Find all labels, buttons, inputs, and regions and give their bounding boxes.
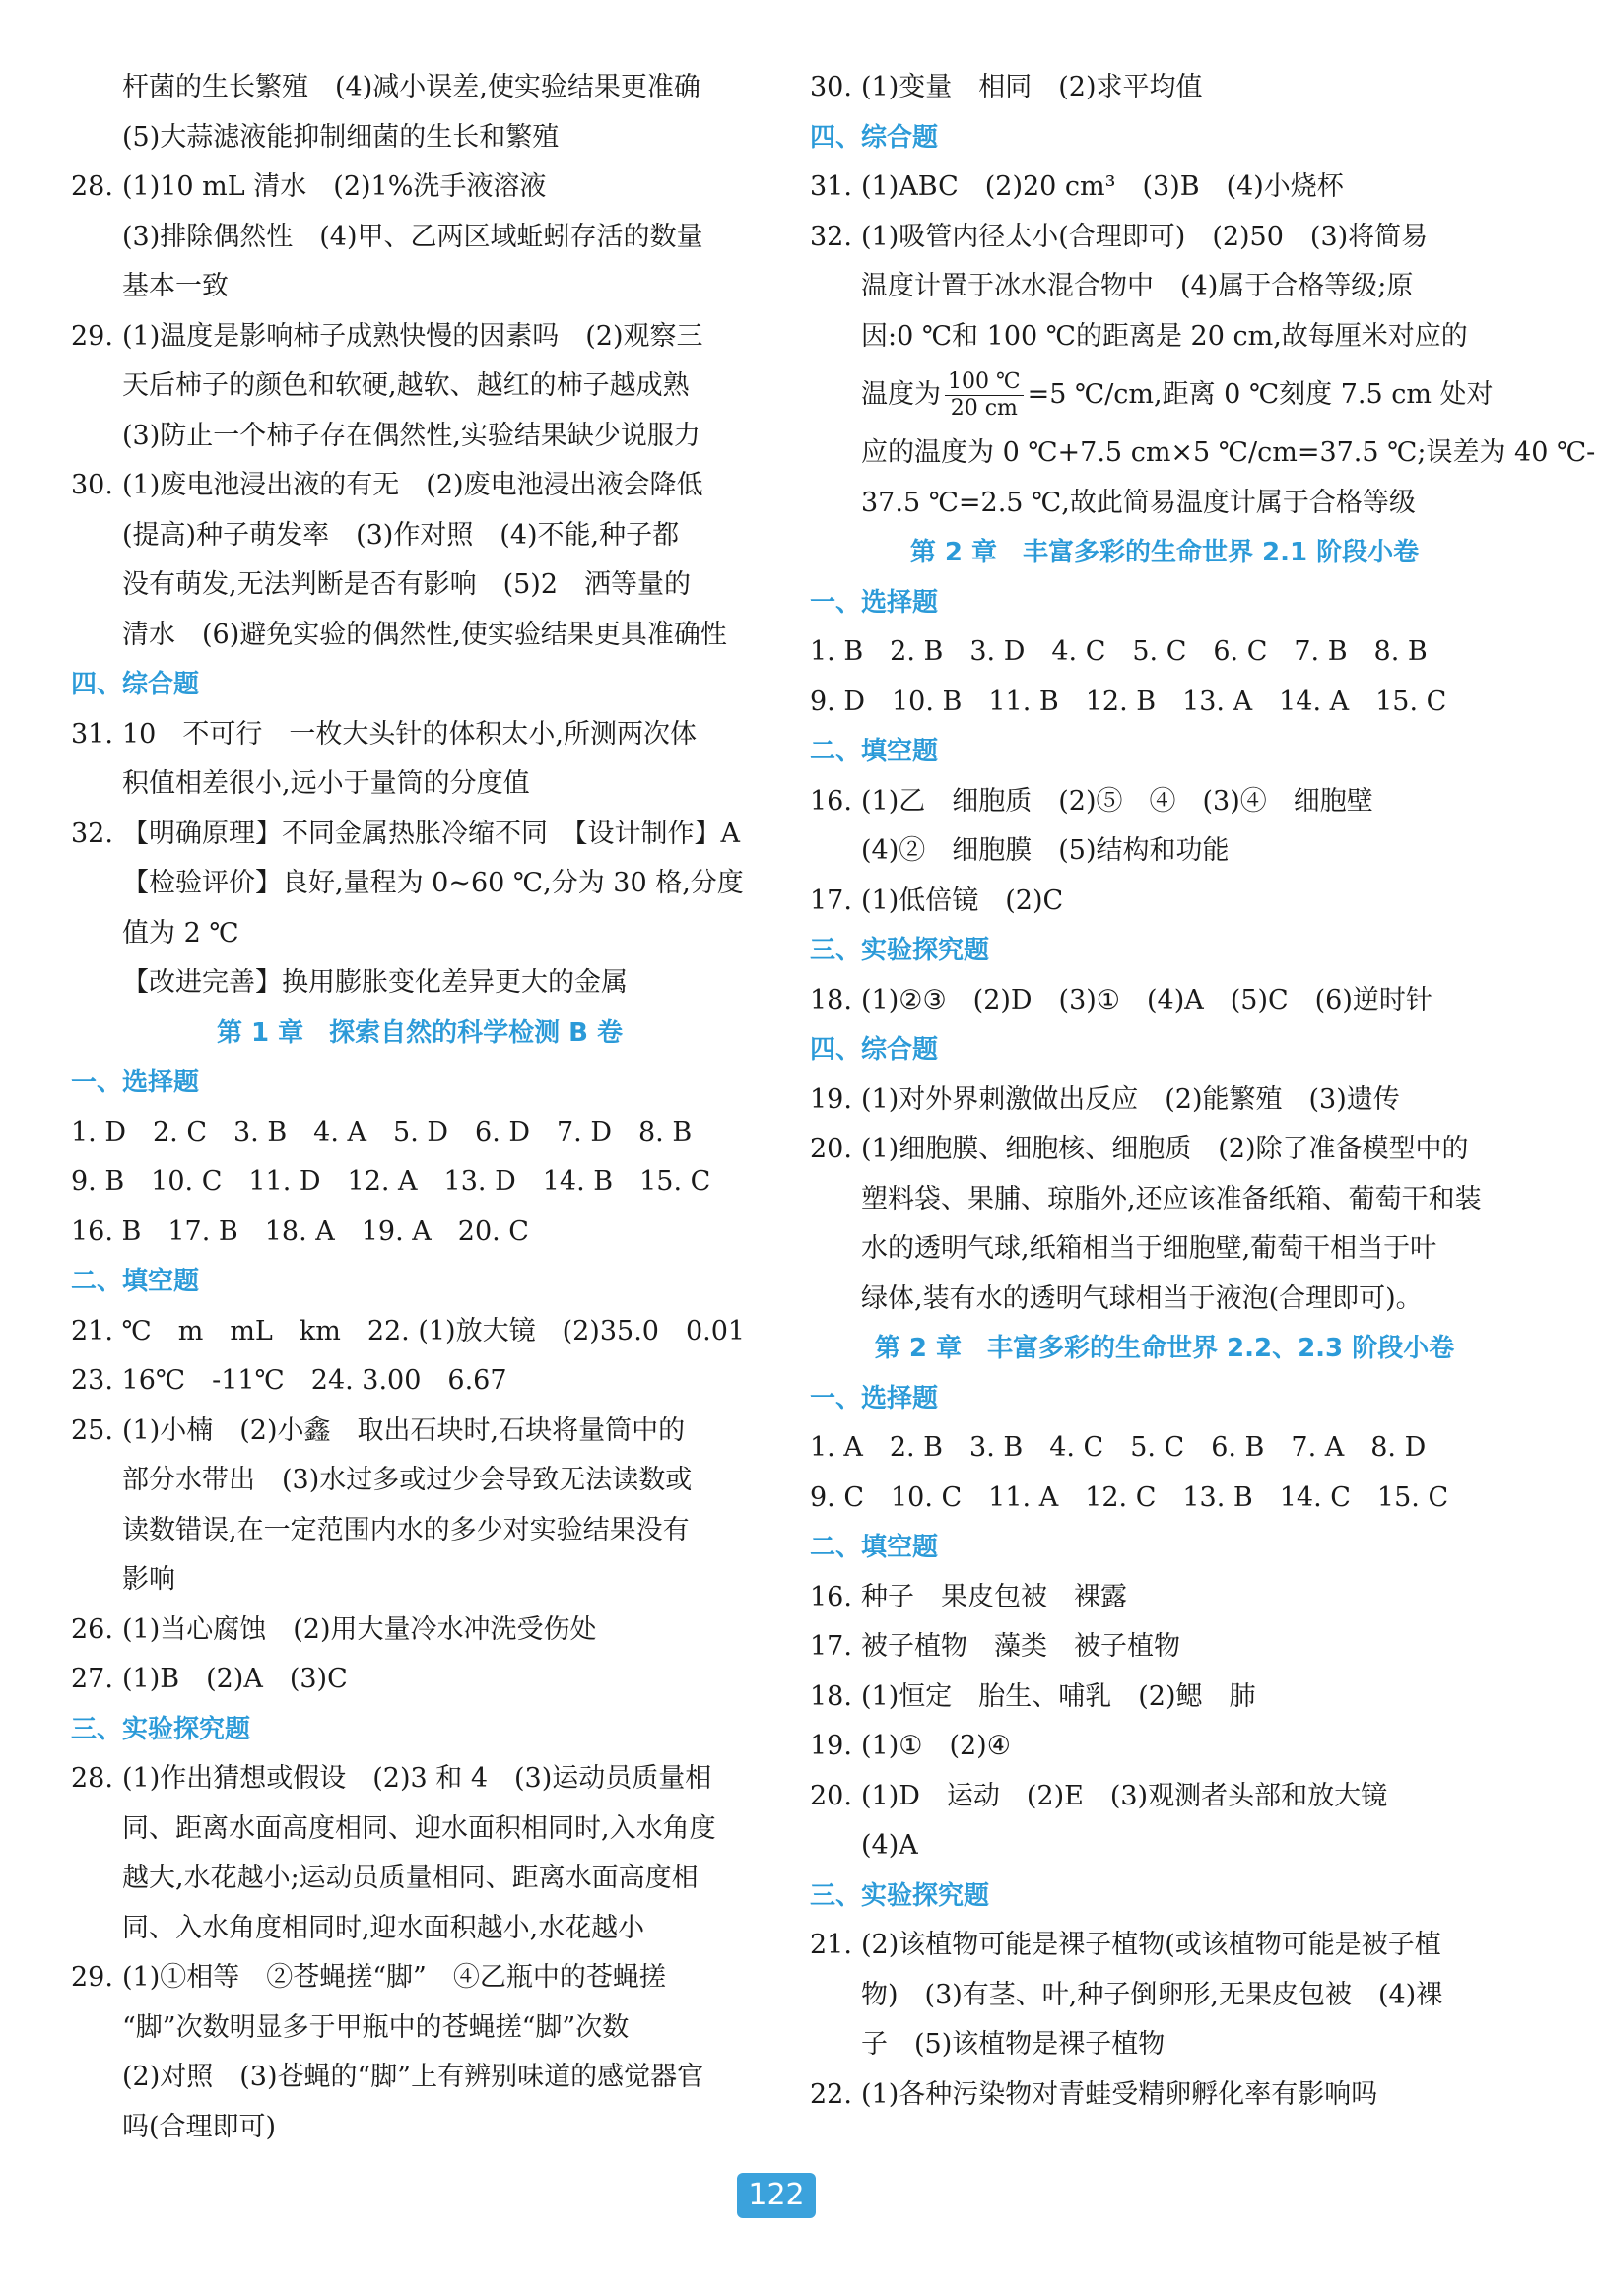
section-heading: 一、选择题	[810, 1383, 939, 1413]
answer-continuation: 绿体,装有水的透明气球相当于液泡(合理即可)。	[861, 1282, 1423, 1314]
question-number: 32.	[810, 221, 852, 252]
answer-continuation: 同、距离水面高度相同、迎水面积相同时,入水角度	[122, 1812, 716, 1844]
left-column	[71, 63, 768, 2152]
answer-text: (1)D 运动 (2)E (3)观测者头部和放大镜	[861, 1780, 1388, 1811]
answer-row: 1. A 2. B 3. B 4. C 5. C 6. B 7. A 8. D	[810, 1432, 1427, 1463]
answer-row: 21. ℃ m mL km 22. (1)放大镜 (2)35.0 0.01	[71, 1315, 746, 1346]
answer-continuation: 积值相差很小,远小于量筒的分度值	[122, 768, 530, 799]
section-heading: 二、填空题	[810, 737, 939, 766]
right-column	[810, 63, 1596, 2120]
answer-continuation: 【检验评价】良好,量程为 0~60 ℃,分为 30 格,分度	[122, 868, 744, 898]
answer-text: (1)低倍镜 (2)C	[861, 885, 1064, 916]
section-heading: 二、填空题	[810, 1533, 939, 1562]
answer-text: (1)①相等 ②苍蝇搓“脚” ④乙瓶中的苍蝇搓	[122, 1962, 666, 1993]
answer-text: (1)小楠 (2)小鑫 取出石块时,石块将量筒中的	[122, 1414, 686, 1446]
answer-continuation: 吗(合理即可)	[122, 2111, 277, 2142]
answer-item	[71, 810, 768, 860]
answer-continuation: (3)防止一个柿子存在偶然性,实验结果缺少说服力	[122, 420, 700, 451]
chapter-title: 第 2 章 丰富多彩的生命世界 2.2、2.3 阶段小卷	[874, 1334, 1455, 1363]
answer-item	[71, 1407, 768, 1457]
answer-item	[810, 2070, 1519, 2121]
answer-row: 23. 16℃ -11℃ 24. 3.00 6.67	[71, 1365, 507, 1396]
answer-item	[810, 1573, 1519, 1623]
answer-continuation: 越大,水花越小;运动员质量相同、距离水面高度相	[122, 1863, 699, 1893]
answer-text: (1)②③ (2)D (3)① (4)A (5)C (6)逆时针	[861, 984, 1432, 1016]
answer-continuation: 清水 (6)避免实验的偶然性,使实验结果更具准确性	[122, 619, 727, 650]
answer-item	[71, 710, 768, 760]
answer-item	[71, 1754, 768, 1804]
question-number: 20.	[810, 1780, 852, 1811]
text-after-fraction: =5 ℃/cm,距离 0 ℃刻度 7.5 cm 处对	[1027, 379, 1494, 410]
question-number: 27.	[71, 1664, 113, 1694]
answer-continuation: 因:0 ℃和 100 ℃的距离是 20 cm,故每厘米对应的	[861, 320, 1468, 352]
answer-text: 10 不可行 一枚大头针的体积太小,所测两次体	[122, 718, 697, 750]
answer-text: (1)恒定 胎生、哺乳 (2)鳃 肺	[861, 1680, 1256, 1712]
answer-item	[810, 777, 1519, 827]
answer-text: (1)ABC (2)20 cm³ (3)B (4)小烧杯	[861, 171, 1344, 202]
answer-continuation: 同、入水角度相同时,迎水面积越小,水花越小	[122, 1912, 645, 1943]
answer-continuation: 读数错误,在一定范围内水的多少对实验结果没有	[122, 1514, 690, 1545]
question-number: 25.	[71, 1414, 113, 1446]
answer-item	[810, 877, 1519, 927]
answer-item	[71, 1606, 768, 1656]
text-before-fraction: 温度为	[861, 379, 941, 410]
page-number: 122	[737, 2173, 816, 2218]
question-number: 32.	[71, 818, 113, 849]
answer-item	[810, 213, 1519, 263]
question-number: 30.	[810, 72, 852, 102]
section-heading: 二、填空题	[71, 1267, 200, 1296]
answer-row: 9. D 10. B 11. B 12. B 13. A 14. A 15. C	[810, 686, 1447, 717]
chapter-title: 第 2 章 丰富多彩的生命世界 2.1 阶段小卷	[909, 538, 1420, 567]
answer-item	[810, 1125, 1519, 1175]
answer-item	[71, 1953, 768, 2003]
answer-item	[71, 312, 768, 362]
answer-continuation: (2)对照 (3)苍蝇的“脚”上有辨别味道的感觉器官	[122, 2062, 704, 2092]
answer-text: (1)作出猜想或假设 (2)3 和 4 (3)运动员质量相	[122, 1763, 712, 1794]
question-number: 20.	[810, 1134, 852, 1164]
answer-continuation: (3)排除偶然性 (4)甲、乙两区域蚯蚓存活的数量	[122, 221, 703, 252]
question-number: 26.	[71, 1613, 113, 1645]
answer-continuation: 杆菌的生长繁殖 (4)减小误差,使实验结果更准确	[122, 72, 700, 102]
answer-continuation: 塑料袋、果脯、琼脂外,还应该准备纸箱、葡萄干和装	[861, 1183, 1482, 1214]
question-number: 19.	[810, 1083, 852, 1115]
answer-row: 9. C 10. C 11. A 12. C 13. B 14. C 15. C	[810, 1481, 1449, 1513]
question-number: 22.	[810, 2078, 852, 2110]
answer-continuation: 基本一致	[122, 271, 229, 301]
question-number: 29.	[71, 1962, 113, 1993]
answer-item	[810, 163, 1519, 213]
answer-continuation: 【改进完善】换用膨胀变化差异更大的金属	[122, 967, 628, 998]
section-heading: 三、实验探究题	[810, 1880, 990, 1911]
answer-continuation: 物) (3)有茎、叶,种子倒卵形,无果皮包被 (4)裸	[861, 1979, 1443, 2010]
answer-continuation: 没有萌发,无法判断是否有影响 (5)2 洒等量的	[122, 569, 692, 600]
answer-text: (1)细胞膜、细胞核、细胞质 (2)除了准备模型中的	[861, 1134, 1469, 1164]
question-number: 29.	[71, 320, 113, 352]
section-heading: 三、实验探究题	[71, 1714, 251, 1744]
answer-text: (1)温度是影响柿子成熟快慢的因素吗 (2)观察三	[122, 320, 703, 352]
question-number: 18.	[810, 1680, 852, 1712]
chapter-title: 第 1 章 探索自然的科学检测 B 卷	[216, 1017, 624, 1048]
answer-row: 1. D 2. C 3. B 4. A 5. D 6. D 7. D 8. B	[71, 1116, 693, 1148]
section-heading: 一、选择题	[71, 1068, 200, 1097]
answer-text: 被子植物 藻类 被子植物	[861, 1631, 1180, 1662]
answer-text: (1)各种污染物对青蛙受精卵孵化率有影响吗	[861, 2078, 1378, 2110]
answer-text: (1)乙 细胞质 (2)⑤ ④ (3)④ 细胞壁	[861, 785, 1373, 817]
answer-text: 【明确原理】不同金属热胀冷缩不同 【设计制作】A	[122, 818, 740, 849]
answer-continuation: “脚”次数明显多于甲瓶中的苍蝇搓“脚”次数	[122, 2011, 630, 2043]
question-number: 17.	[810, 1631, 852, 1662]
question-number: 30.	[71, 470, 113, 500]
answer-text: (1)废电池浸出液的有无 (2)废电池浸出液会降低	[122, 470, 703, 500]
answer-item	[71, 163, 768, 213]
answer-continuation: 温度计置于冰水混合物中 (4)属于合格等级;原	[861, 271, 1414, 301]
question-number: 18.	[810, 984, 852, 1016]
answer-row: 9. B 10. C 11. D 12. A 13. D 14. B 15. C	[71, 1166, 711, 1197]
question-number: 21.	[810, 1930, 852, 1960]
answer-item	[810, 1673, 1519, 1723]
fraction	[945, 369, 1024, 422]
answer-row: 16. B 17. B 18. A 19. A 20. C	[71, 1215, 529, 1247]
section-heading: 四、综合题	[71, 670, 200, 699]
section-heading: 四、综合题	[810, 122, 939, 153]
section-heading: 三、实验探究题	[810, 936, 990, 965]
answer-text: (1)变量 相同 (2)求平均值	[861, 72, 1203, 102]
answer-continuation: 应的温度为 0 ℃+7.5 cm×5 ℃/cm=37.5 ℃;误差为 40 ℃-	[861, 437, 1596, 468]
question-number: 16.	[810, 785, 852, 817]
answer-item	[810, 1772, 1519, 1822]
fraction-numerator: 100 ℃	[945, 369, 1024, 396]
answer-item	[810, 63, 1519, 113]
answer-text: (1)对外界刺激做出反应 (2)能繁殖 (3)遗传	[861, 1083, 1400, 1115]
question-number: 31.	[810, 171, 852, 202]
answer-row: 1. B 2. B 3. D 4. C 5. C 6. C 7. B 8. B	[810, 636, 1428, 667]
answer-text: (1)吸管内径太小(合理即可) (2)50 (3)将简易	[861, 221, 1429, 252]
question-number: 17.	[810, 885, 852, 916]
answer-text: (1)当心腐蚀 (2)用大量冷水冲洗受伤处	[122, 1613, 597, 1645]
answer-line-fraction	[810, 361, 1519, 428]
answer-item	[810, 1622, 1519, 1673]
answer-continuation: (5)大蒜滤液能抑制细菌的生长和繁殖	[122, 121, 560, 153]
question-number: 19.	[810, 1731, 852, 1761]
answer-continuation: 天后柿子的颜色和软硬,越软、越红的柿子越成熟	[122, 370, 690, 401]
section-heading: 一、选择题	[810, 587, 939, 618]
answer-continuation: (提高)种子萌发率 (3)作对照 (4)不能,种子都	[122, 519, 680, 551]
question-number: 28.	[71, 1763, 113, 1794]
question-number: 31.	[71, 718, 113, 750]
answer-continuation: 水的透明气球,纸箱相当于细胞壁,葡萄干相当于叶	[861, 1233, 1437, 1264]
answer-text: (2)该植物可能是裸子植物(或该植物可能是被子植	[861, 1930, 1441, 1960]
answer-item	[71, 461, 768, 511]
answer-continuation: (4)② 细胞膜 (5)结构和功能	[861, 835, 1230, 866]
answer-continuation: 值为 2 ℃	[122, 917, 239, 949]
question-number: 16.	[810, 1581, 852, 1612]
answer-text: (1)① (2)④	[861, 1731, 1011, 1761]
answer-continuation: 37.5 ℃=2.5 ℃,故此简易温度计属于合格等级	[861, 487, 1416, 518]
answer-item	[810, 1921, 1519, 1971]
answer-continuation: (4)A	[861, 1830, 918, 1861]
answer-item	[810, 1722, 1519, 1772]
section-heading: 四、综合题	[810, 1035, 939, 1065]
answer-continuation: 子 (5)该植物是裸子植物	[861, 2029, 1166, 2060]
answer-continuation: 影响	[122, 1564, 175, 1595]
answer-item	[71, 1655, 768, 1705]
answer-item	[810, 1076, 1519, 1126]
answer-item	[810, 976, 1519, 1026]
fraction-denominator: 20 cm	[950, 396, 1018, 421]
answer-continuation: 部分水带出 (3)水过多或过少会导致无法读数或	[122, 1465, 693, 1495]
answer-text: (1)B (2)A (3)C	[122, 1664, 348, 1694]
question-number: 28.	[71, 171, 113, 202]
answer-text: 种子 果皮包被 裸露	[861, 1581, 1127, 1612]
answer-text: (1)10 mL 清水 (2)1%洗手液溶液	[122, 171, 547, 202]
